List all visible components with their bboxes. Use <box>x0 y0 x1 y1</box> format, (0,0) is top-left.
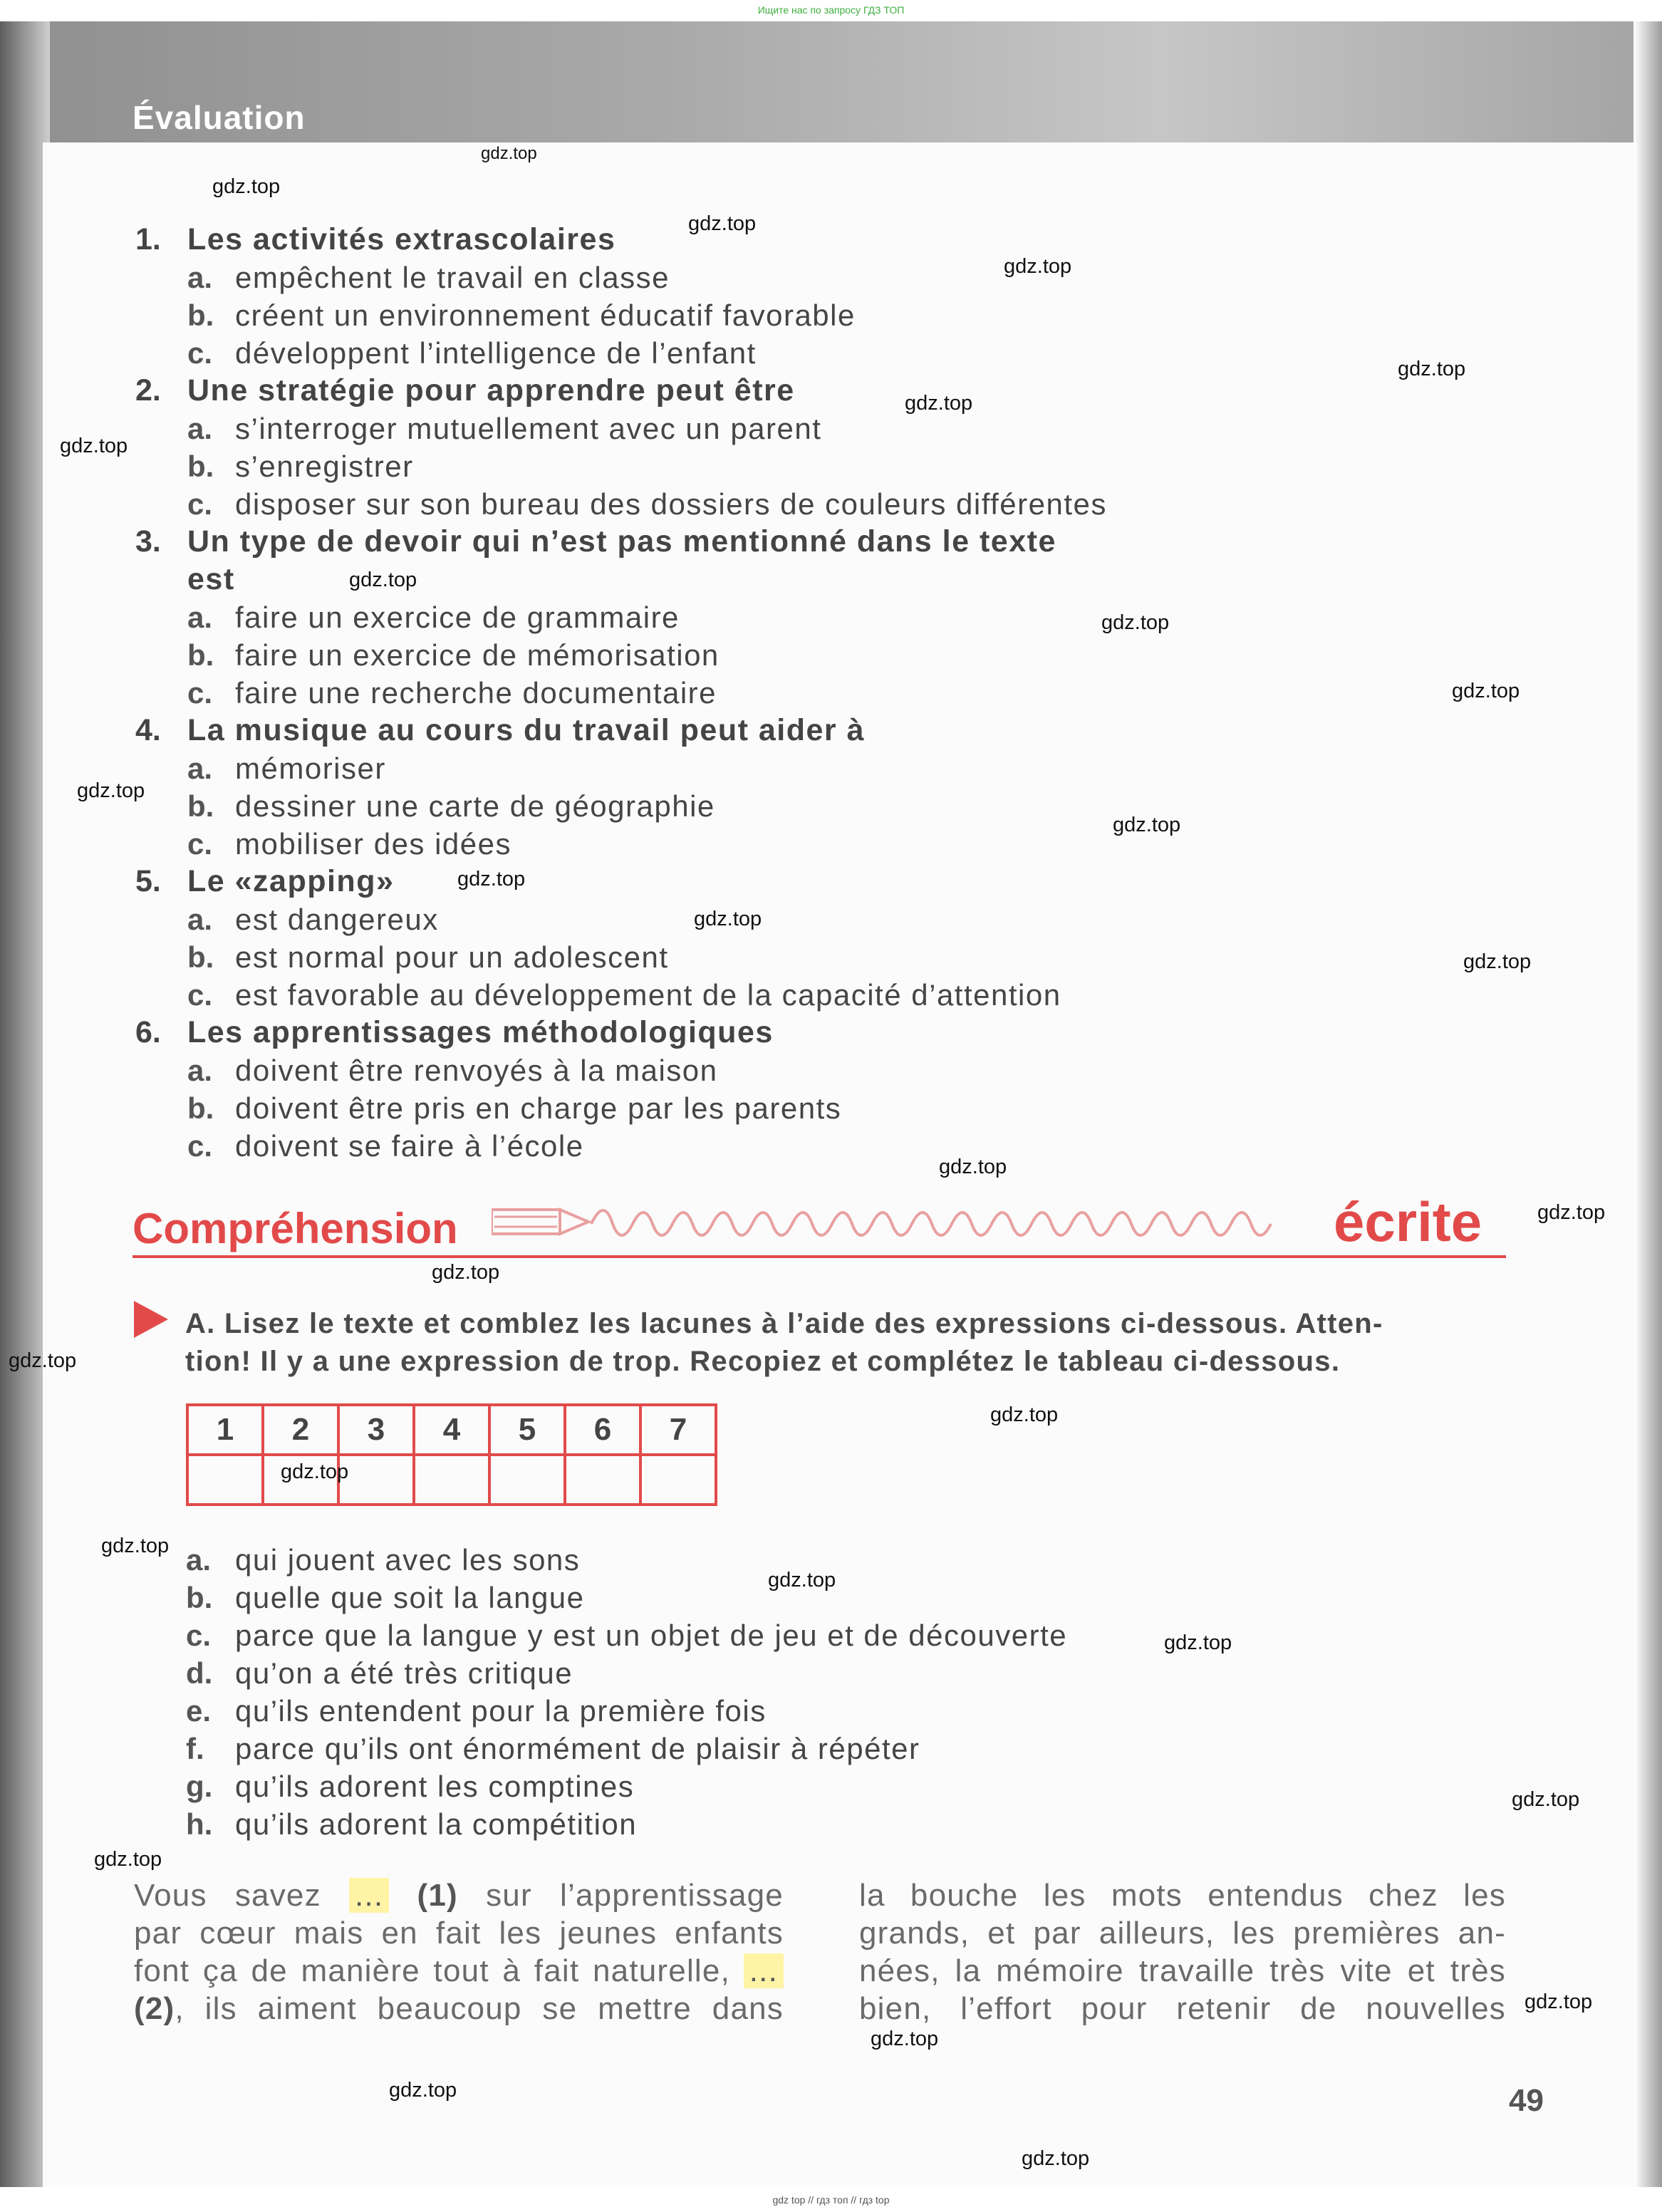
expression-letter: f. <box>186 1732 204 1765</box>
watermark: gdz.top <box>77 779 145 802</box>
option-letter: c. <box>187 978 213 1012</box>
watermark: gdz.top <box>389 2079 457 2102</box>
question-text: La musique au cours du travail peut aider à <box>187 713 866 747</box>
watermark: gdz.top <box>432 1261 500 1284</box>
answer-cell[interactable] <box>414 1455 489 1505</box>
watermark: gdz.top <box>1525 1990 1593 2013</box>
passage-line: nées, la mémoire travaille très vite et très <box>859 1953 1506 1988</box>
question-text: Les apprentissages méthodologiques <box>187 1015 774 1049</box>
expression-text: qu’ils adorent les comptines <box>235 1770 635 1803</box>
watermark: gdz.top <box>94 1848 162 1871</box>
table-header-cell: 5 <box>489 1405 565 1455</box>
watermark: gdz.top <box>1398 358 1466 380</box>
option-text: est dangereux <box>235 903 439 936</box>
table-answer-row <box>187 1455 716 1505</box>
option-letter: a. <box>187 752 213 785</box>
option-text: faire un exercice de grammaire <box>235 601 680 634</box>
option-text: doivent être pris en charge par les parents <box>235 1091 842 1125</box>
blank-number: (2) <box>134 1991 175 2026</box>
passage-line: bien, l’effort pour retenir de nouvelles <box>859 1991 1506 2026</box>
option-text: s’interroger mutuellement avec un parent <box>235 412 822 445</box>
answer-cell[interactable] <box>565 1455 640 1505</box>
table-header-cell: 3 <box>338 1405 414 1455</box>
option-text: faire une recherche documentaire <box>235 676 717 710</box>
watermark: gdz.top <box>905 392 973 415</box>
option-text: empêchent le travail en classe <box>235 261 670 294</box>
comprehension-title-right: écrite <box>1334 1190 1482 1253</box>
expression-letter: g. <box>186 1770 213 1803</box>
question-text: Un type de devoir qui n’est pas mentionné dans le texte <box>187 524 1056 559</box>
expression-letter: h. <box>186 1807 213 1841</box>
question-text: Le «zapping» <box>187 864 395 898</box>
watermark: gdz.top <box>101 1535 170 1557</box>
table-header-cell: 4 <box>414 1405 489 1455</box>
option-letter: b. <box>187 450 214 483</box>
watermark: gdz.top <box>212 175 281 198</box>
passage-line: (2), ils aiment beaucoup se mettre dans <box>134 1991 784 2026</box>
table-header-row <box>187 1405 716 1455</box>
passage-line: grands, et par ailleurs, les premières an- <box>859 1916 1506 1951</box>
option-text: doivent être renvoyés à la maison <box>235 1054 718 1087</box>
watermark: gdz.top <box>281 1460 349 1483</box>
answer-cell[interactable] <box>640 1455 716 1505</box>
option-text: est normal pour un adolescent <box>235 940 669 974</box>
option-letter: a. <box>187 601 213 634</box>
watermark: gdz.top <box>1113 814 1181 836</box>
blank-number: (1) <box>417 1878 458 1913</box>
expression-letter: d. <box>186 1656 213 1690</box>
question-text: Une stratégie pour apprendre peut être <box>187 373 795 407</box>
option-text: mobiliser des idées <box>235 827 512 861</box>
passage-line: par cœur mais en fait les jeunes enfants <box>134 1916 784 1951</box>
option-letter: a. <box>187 412 213 445</box>
watermark: gdz.top <box>1463 950 1532 973</box>
watermark: gdz.top <box>1512 1788 1580 1811</box>
question-number: 1. <box>135 222 161 256</box>
option-text: créent un environnement éducatif favorable <box>235 298 856 332</box>
expression-text: parce que la langue y est un objet de jeu et de découverte <box>235 1619 1068 1652</box>
section-title: Évaluation <box>133 99 306 136</box>
passage-line: Vous savez ... (1) sur l’apprentissage <box>134 1878 784 1913</box>
watermark: gdz.top <box>60 435 128 457</box>
instruction-line: A. Lisez le texte et comblez les lacunes à l’aide des expressions ci-dessous. Atten- <box>185 1308 1383 1339</box>
bottom-ad-link[interactable]: gdz top // гдз топ // гдз top <box>772 2194 890 2206</box>
passage-blank: ... <box>744 1953 784 1988</box>
passage-line: font ça de manière tout à fait naturelle, ... <box>134 1953 784 1989</box>
expression-text: qu’ils entendent pour la première fois <box>235 1694 767 1728</box>
question-number: 5. <box>135 864 161 898</box>
watermark: gdz.top <box>939 1156 1007 1178</box>
option-text: faire un exercice de mémorisation <box>235 638 720 672</box>
question-number: 4. <box>135 713 161 747</box>
watermark: gdz.top <box>990 1403 1059 1426</box>
watermark: gdz.top <box>871 2027 939 2050</box>
comprehension-title-left: Compréhension <box>133 1205 458 1252</box>
watermark: gdz.top <box>1004 255 1072 278</box>
question-number: 2. <box>135 373 161 407</box>
option-letter: c. <box>187 676 213 710</box>
instruction-line: tion! Il y a une expression de trop. Recopiez et complétez le tableau ci-dessous. <box>185 1346 1341 1377</box>
answer-cell[interactable] <box>187 1455 263 1505</box>
red-triangle-arrow-icon <box>134 1301 170 1338</box>
option-text: s’enregistrer <box>235 450 414 483</box>
watermark: gdz.top <box>768 1569 836 1592</box>
option-text: développent l’intelligence de l’enfant <box>235 336 757 370</box>
question-number: 3. <box>135 524 161 559</box>
expression-letter: c. <box>186 1619 212 1652</box>
option-letter: a. <box>187 1054 213 1087</box>
option-letter: b. <box>187 940 214 974</box>
expression-letter: b. <box>186 1581 213 1614</box>
question-number: 6. <box>135 1015 161 1049</box>
watermark: gdz.top <box>688 212 757 235</box>
watermark: gdz.top <box>1452 680 1520 702</box>
table-header-cell: 2 <box>263 1405 338 1455</box>
watermark: gdz.top <box>1537 1201 1606 1224</box>
question-text: Les activités extrascolaires <box>187 222 616 256</box>
watermark: gdz.top <box>1164 1631 1232 1654</box>
table-header-cell: 1 <box>187 1405 263 1455</box>
expression-text: quelle que soit la langue <box>235 1581 585 1614</box>
option-letter: b. <box>187 1091 214 1125</box>
watermark: gdz.top <box>9 1349 77 1372</box>
expression-letter: a. <box>186 1543 212 1577</box>
option-letter: c. <box>187 487 213 521</box>
answer-table <box>186 1403 717 1506</box>
option-letter: a. <box>187 261 213 294</box>
watermark: gdz.top <box>1101 611 1170 634</box>
top-ad-link[interactable]: Ищите нас по запросу ГДЗ ТОП <box>757 4 905 16</box>
option-text: mémoriser <box>235 752 386 785</box>
expression-text: parce qu’ils ont énormément de plaisir à répéter <box>235 1732 920 1765</box>
option-letter: a. <box>187 903 213 936</box>
expression-text: qu’on a été très critique <box>235 1656 573 1690</box>
option-letter: c. <box>187 1129 213 1163</box>
watermark: gdz.top <box>457 868 526 890</box>
table-header-cell: 6 <box>565 1405 640 1455</box>
watermark: gdz.top <box>1022 2147 1090 2170</box>
option-letter: b. <box>187 789 214 823</box>
expression-text: qui jouent avec les sons <box>235 1543 581 1577</box>
question-text-continued: est <box>187 562 235 596</box>
pencil-scribble-icon <box>492 1197 1325 1247</box>
scan-background-right <box>1634 21 1662 2187</box>
expression-text: qu’ils adorent la compétition <box>235 1807 638 1841</box>
answer-cell[interactable] <box>338 1455 414 1505</box>
page-number: 49 <box>1509 2083 1544 2118</box>
option-letter: c. <box>187 827 213 861</box>
section-divider <box>133 1255 1506 1258</box>
expression-letter: e. <box>186 1694 212 1728</box>
watermark: gdz.top <box>349 568 417 591</box>
option-letter: b. <box>187 638 214 672</box>
option-text: est favorable au développement de la capacité d’attention <box>235 978 1061 1012</box>
table-header-cell: 7 <box>640 1405 716 1455</box>
option-text: dessiner une carte de géographie <box>235 789 715 823</box>
answer-cell[interactable] <box>489 1455 565 1505</box>
option-text: disposer sur son bureau des dossiers de couleurs différentes <box>235 487 1107 521</box>
passage-line: la bouche les mots entendus chez les <box>859 1878 1506 1913</box>
watermark: gdz.top <box>481 144 537 163</box>
option-letter: c. <box>187 336 213 370</box>
passage-blank: ... <box>349 1878 389 1913</box>
option-text: doivent se faire à l’école <box>235 1129 584 1163</box>
option-letter: b. <box>187 298 214 332</box>
watermark: gdz.top <box>694 908 762 930</box>
